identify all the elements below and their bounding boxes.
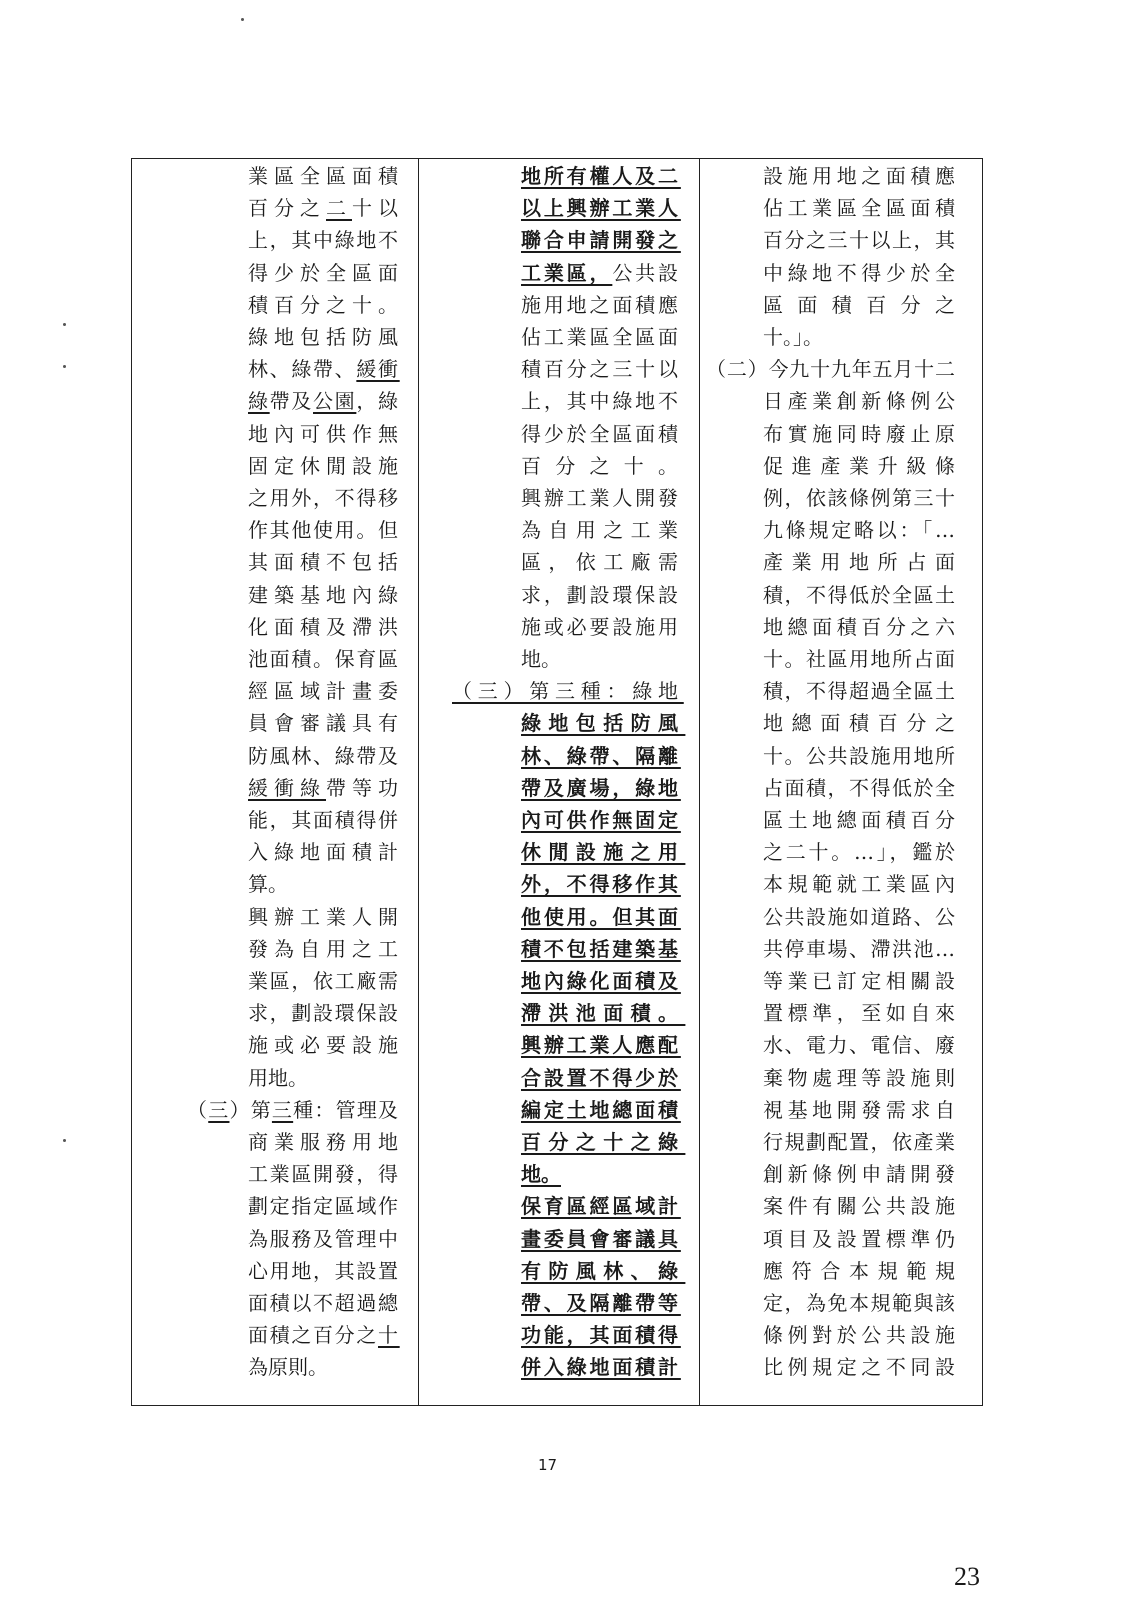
text-run: 地內綠化面積及: [521, 969, 681, 993]
left-column-line: [248, 192, 404, 225]
right-column-line: [763, 1287, 957, 1320]
text-run: 外，不得移作其: [521, 872, 681, 897]
text-run: 帶及: [269, 389, 314, 414]
left-column-line: [248, 901, 404, 934]
text-run: 比例規定之不同設: [763, 1355, 960, 1380]
text-run: 地總面積百分之: [763, 711, 964, 736]
text-run: 促進產業升級條: [763, 453, 964, 478]
left-column-line: [248, 482, 400, 515]
right-column-line: [763, 611, 960, 644]
left-column-line: [248, 933, 404, 966]
text-run: 水、電力、電信、廢: [763, 1033, 957, 1058]
text-run: 積百分之十。: [248, 292, 404, 317]
right-column-line: [763, 1126, 957, 1159]
text-run: 十: [378, 1323, 400, 1348]
text-run: ，綠: [356, 389, 400, 414]
middle-column-line: [521, 901, 681, 934]
left-column-line: [248, 1158, 400, 1191]
page-number: 17: [538, 1456, 558, 1474]
text-run: 綠地包括防風: [248, 325, 404, 349]
text-run: 有防風林、綠: [521, 1258, 686, 1283]
text-run: 三: [208, 1097, 230, 1122]
left-column-line: [248, 965, 400, 998]
right-column-line: [763, 321, 823, 354]
text-run: 十。」。: [763, 325, 823, 349]
text-run: 入綠地面積計: [248, 840, 404, 865]
left-column-line: [248, 321, 404, 354]
middle-column-line: [521, 1126, 685, 1159]
text-run: 地。: [521, 1162, 561, 1187]
text-run: 興辦工業人開發: [521, 486, 681, 510]
text-run: 布實施同時廢止原: [763, 421, 960, 446]
right-column-line: [763, 933, 957, 966]
left-column-line: [248, 1255, 400, 1288]
scan-speck: [63, 365, 66, 368]
text-run: 共停車場、滯洪池…: [763, 936, 957, 961]
text-run: 佔工業區全區面積: [763, 196, 960, 221]
middle-column-line: [521, 192, 681, 225]
text-run: 十。社區用地所占面: [763, 647, 957, 671]
left-column-line: [248, 997, 400, 1030]
text-run: 內可供作無固定: [521, 808, 681, 832]
right-column-line: [706, 353, 956, 386]
text-run: 面積以不超過總: [248, 1291, 400, 1315]
text-run: 劃定指定區域作: [248, 1194, 400, 1219]
text-run: 視基地開發需求自: [763, 1097, 960, 1122]
text-run: 帶及廣場，綠地: [521, 775, 681, 800]
text-run: 休閒設施之用: [521, 840, 686, 865]
left-column-line: [248, 257, 404, 290]
right-column-line: [763, 836, 958, 869]
middle-column-line: [521, 997, 685, 1030]
middle-column-line: [521, 546, 685, 579]
scan-speck: [241, 18, 244, 21]
middle-column-line: [521, 1287, 681, 1320]
text-run: 日產業創新條例公: [763, 389, 960, 414]
text-run: 保育區經區域計: [521, 1194, 681, 1219]
right-column-line: [763, 1094, 960, 1127]
text-run: 面積之百分之: [248, 1323, 378, 1348]
text-run: 佔工業區全區面: [521, 325, 681, 349]
text-run: 求，劃設環保設: [521, 582, 681, 607]
right-column-line: [763, 450, 964, 483]
middle-column-line: [521, 1255, 685, 1288]
text-run: 固定休閒設施: [248, 453, 404, 478]
text-run: （: [187, 1097, 209, 1122]
text-run: 行規劃配置，依產業: [763, 1130, 957, 1154]
right-column-line: [763, 643, 957, 676]
text-run: 工業區，: [521, 260, 613, 285]
text-run: 畫委員會審議具: [521, 1226, 681, 1251]
right-column-line: [763, 772, 957, 805]
right-column-line: [763, 482, 957, 515]
corner-page-number: 23: [954, 1562, 980, 1591]
text-run: 積百分之三十以: [521, 357, 681, 382]
text-run: 林、綠帶、隔離: [521, 743, 681, 768]
text-run: 他使用。但其面: [521, 904, 681, 929]
left-column-line: [248, 289, 404, 322]
left-column-line: [248, 546, 404, 579]
text-run: 經區域計畫委: [248, 679, 404, 704]
text-run: 心用地，其設置: [248, 1258, 400, 1283]
text-run: 為服務及管理中: [248, 1226, 400, 1251]
middle-column-line: [521, 933, 681, 966]
middle-column-line: [521, 868, 681, 901]
text-run: 為原則。: [248, 1355, 328, 1380]
text-run: 得少於全區面積: [521, 421, 681, 446]
text-run: 項目及設置標準仍: [763, 1226, 960, 1251]
text-run: 緩衝綠: [248, 775, 326, 800]
left-column-line: [248, 385, 400, 418]
left-column-line: [248, 675, 404, 708]
text-run: 用地。: [248, 1065, 308, 1090]
text-run: 十。公共設施用地所: [763, 743, 957, 768]
column-divider-2: [699, 159, 700, 1405]
left-column-line: [248, 514, 400, 547]
text-run: 施或必要設施: [248, 1033, 404, 1058]
left-column-line: [248, 611, 404, 644]
text-run: 之二十。…」，鑑於: [763, 840, 958, 865]
middle-column-line: [521, 482, 681, 515]
right-column-line: [763, 1223, 960, 1256]
text-run: 以上興辦工業人: [521, 196, 681, 221]
text-run: 產業用地所占面: [763, 550, 964, 575]
middle-column-line: [521, 707, 685, 740]
text-run: 商業服務用地: [248, 1130, 404, 1154]
text-run: （二）今九十九年五月十二: [706, 357, 956, 382]
right-column-line: [763, 1190, 960, 1223]
left-column-line: [248, 1190, 400, 1223]
middle-column-line: [521, 450, 692, 483]
text-run: 區，依工廠需: [521, 550, 686, 575]
left-column-line: [248, 707, 404, 740]
right-column-line: [763, 804, 960, 837]
text-run: 帶等功: [326, 775, 404, 800]
middle-column-line: [521, 804, 681, 837]
text-run: 施用地之面積應: [521, 292, 681, 317]
text-run: 等業已訂定相關設: [763, 969, 960, 993]
right-column-line: [763, 385, 960, 418]
text-run: 興辦工業人開: [248, 904, 404, 929]
text-run: 滯洪池面積。: [521, 1001, 686, 1026]
left-column-line: [248, 353, 400, 386]
text-run: 積不包括建築基: [521, 936, 681, 961]
right-column-line: [763, 901, 957, 934]
text-run: 積，不得低於全區土: [763, 582, 957, 607]
left-column-line: [187, 1094, 399, 1127]
middle-column-line: [521, 643, 561, 676]
right-column-line: [763, 965, 960, 998]
left-column-line: [248, 868, 288, 901]
text-run: 地所有權人及二: [521, 164, 681, 188]
text-run: 綠: [248, 389, 270, 414]
middle-column-line: [521, 772, 681, 805]
text-run: ）第: [229, 1097, 272, 1122]
left-column-line: [248, 804, 400, 837]
text-run: 綠地包括防風: [521, 711, 686, 736]
text-run: 百分之十之綠: [521, 1130, 686, 1154]
text-run: 十以: [352, 196, 404, 221]
right-column-line: [763, 1029, 957, 1062]
middle-column-line: [521, 1062, 681, 1095]
middle-column-line: [521, 289, 681, 322]
text-run: 得少於全區面: [248, 260, 404, 285]
middle-column-line: [521, 321, 681, 354]
text-run: 上，其中綠地不: [521, 389, 681, 414]
middle-column-line: [521, 257, 681, 290]
right-column-line: [763, 675, 957, 708]
text-run: 棄物處理等設施則: [763, 1065, 960, 1090]
text-run: 中綠地不得少於全: [763, 260, 960, 285]
middle-column-line: [452, 675, 684, 708]
left-column-line: [248, 1126, 404, 1159]
text-run: 百分之十。: [521, 453, 693, 478]
middle-column-line: [521, 1351, 681, 1384]
text-run: 建築基地內綠: [248, 582, 404, 607]
middle-column-line: [521, 1319, 681, 1352]
right-column-line: [763, 579, 957, 612]
right-column-line: [763, 1255, 964, 1288]
right-column-line: [763, 224, 957, 257]
right-column-line: [763, 1319, 960, 1352]
middle-column-line: [521, 611, 681, 644]
left-column-line: [248, 1287, 400, 1320]
middle-column-line: [521, 353, 681, 386]
left-column-line: [248, 1223, 400, 1256]
middle-column-line: [521, 836, 685, 869]
text-run: 設施用地之面積應: [763, 164, 960, 188]
left-column-line: [248, 1319, 400, 1352]
text-run: 業區，依工廠需: [248, 969, 400, 993]
text-run: 定，為免本規範與該: [763, 1291, 957, 1315]
right-column-line: [763, 1062, 960, 1095]
left-column-line: [248, 836, 404, 869]
text-run: 工業區開發，得: [248, 1162, 400, 1187]
text-run: 公共設施如道路、公: [763, 904, 957, 929]
column-divider-1: [418, 159, 419, 1405]
text-run: 占面積，不得低於全: [763, 775, 957, 800]
text-run: 創新條例申請開發: [763, 1162, 960, 1187]
middle-column-line: [521, 1029, 681, 1062]
left-column-line: [248, 1351, 328, 1384]
left-column-line: [248, 418, 404, 451]
left-column-line: [248, 740, 400, 773]
middle-column-line: [521, 1223, 681, 1256]
text-run: 積，不得超過全區土: [763, 679, 957, 704]
text-run: 三: [271, 1097, 294, 1122]
text-run: 發為自用之工: [248, 936, 404, 961]
left-column-line: [248, 1029, 404, 1062]
text-run: 算。: [248, 872, 288, 897]
middle-column-line: [521, 224, 681, 257]
scan-speck: [63, 1139, 66, 1142]
text-run: （三）第三種：綠地: [452, 679, 684, 704]
middle-column-line: [521, 1158, 561, 1191]
text-run: 應符合本規範規: [763, 1258, 964, 1283]
text-run: 例，依該條例第三十: [763, 486, 957, 510]
right-column-line: [763, 997, 960, 1030]
text-run: 案件有關公共設施: [763, 1194, 960, 1219]
text-run: 百分之: [248, 196, 326, 221]
text-run: 本規範就工業區內: [763, 872, 960, 897]
text-run: 編定土地總面積: [521, 1097, 681, 1122]
text-run: 能，其面積得併: [248, 808, 400, 832]
middle-column-line: [521, 1094, 681, 1127]
text-run: 緩衝: [356, 357, 400, 382]
text-run: 施或必要設施用: [521, 614, 681, 639]
text-run: 之用外，不得移: [248, 486, 400, 510]
middle-column-line: [521, 1190, 681, 1223]
text-run: 百分之三十以上，其: [763, 228, 957, 253]
left-column-line: [248, 772, 404, 805]
right-column-line: [763, 289, 969, 322]
text-run: 公共設: [612, 260, 681, 285]
left-column-line: [248, 224, 400, 257]
text-run: 林、綠帶、: [248, 357, 357, 382]
text-run: 防風林、綠帶及: [248, 743, 400, 768]
middle-column-line: [521, 160, 681, 193]
middle-column-line: [521, 965, 681, 998]
text-run: 求，劃設環保設: [248, 1001, 400, 1026]
text-run: 併入綠地面積計: [521, 1355, 681, 1380]
text-run: 區面積百分之: [763, 292, 970, 317]
text-run: 地總面積百分之六: [763, 614, 960, 639]
text-run: 作其他使用。但: [248, 518, 400, 543]
right-column-line: [763, 1351, 960, 1384]
right-column-line: [763, 1158, 960, 1191]
text-run: 帶、及隔離帶等: [521, 1291, 681, 1315]
text-run: 上，其中綠地不: [248, 228, 400, 253]
text-run: 為自用之工業: [521, 518, 686, 543]
middle-column-line: [521, 740, 681, 773]
right-column-line: [763, 546, 964, 579]
text-run: 二: [326, 196, 352, 221]
right-column-line: [763, 160, 960, 193]
middle-column-line: [521, 418, 681, 451]
right-column-line: [763, 707, 964, 740]
text-run: 種：管理及: [293, 1097, 400, 1122]
text-run: 合設置不得少於: [521, 1065, 681, 1090]
text-run: 聯合申請開發之: [521, 228, 681, 253]
text-run: 條例對於公共設施: [763, 1323, 960, 1348]
text-run: 區土地總面積百分: [763, 808, 960, 832]
right-column-line: [763, 740, 957, 773]
text-run: 地。: [521, 647, 561, 671]
right-column-line: [763, 257, 960, 290]
text-run: 其面積不包括: [248, 550, 404, 575]
text-run: 池面積。保育區: [248, 647, 400, 671]
middle-column-line: [521, 579, 681, 612]
text-run: 公園: [313, 389, 357, 414]
text-run: 九條規定略以：「…: [763, 518, 958, 543]
text-run: 功能，其面積得: [521, 1323, 681, 1348]
scan-speck: [63, 323, 66, 326]
right-column-line: [763, 418, 960, 451]
left-column-line: [248, 450, 404, 483]
right-column-line: [763, 514, 958, 547]
right-column-line: [763, 192, 960, 225]
text-run: 員會審議具有: [248, 711, 404, 736]
left-column-line: [248, 1062, 308, 1095]
right-column-line: [763, 868, 960, 901]
left-column-line: [248, 643, 400, 676]
text-run: 化面積及滯洪: [248, 614, 404, 639]
text-run: 置標準，至如自來: [763, 1001, 960, 1026]
text-run: 地內可供作無: [248, 421, 404, 446]
text-run: 業區全區面積: [248, 164, 404, 188]
middle-column-line: [521, 514, 685, 547]
middle-column-line: [521, 385, 681, 418]
text-run: 興辦工業人應配: [521, 1033, 681, 1058]
left-column-line: [248, 579, 404, 612]
left-column-line: [248, 160, 404, 193]
